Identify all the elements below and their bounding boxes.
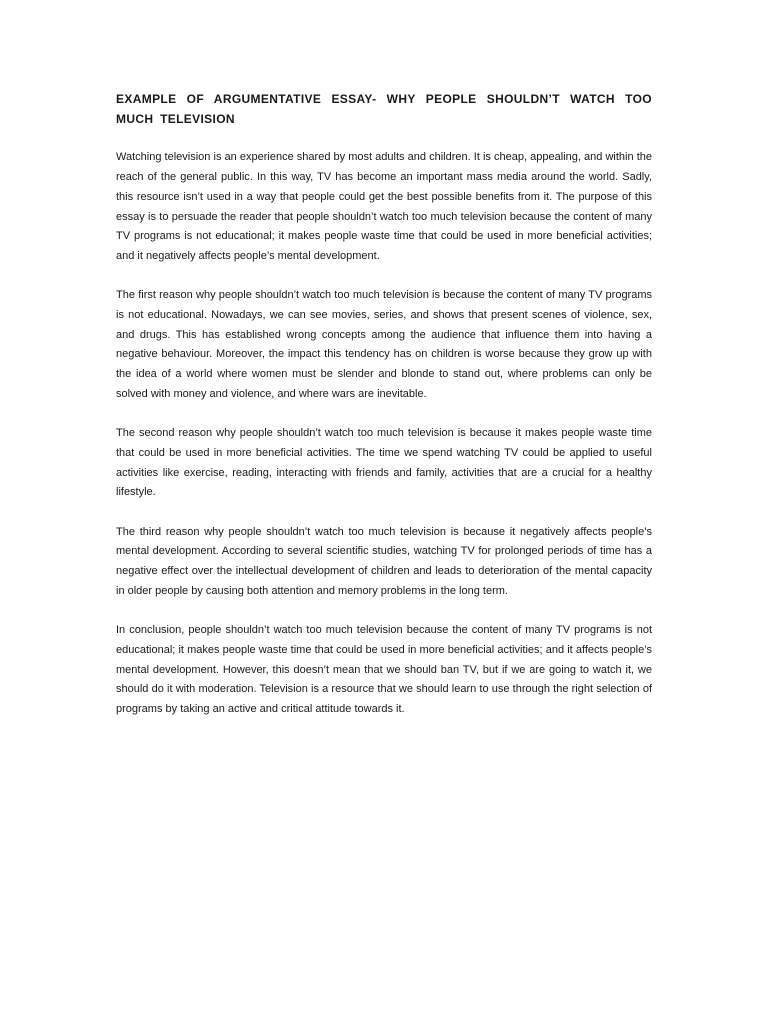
- paragraph-second-reason: The second reason why people shouldn’t watch too much television is because it makes people waste time that could be used in more beneficial activities. The time we spend watching TV could be applied to useful activities like exercise, reading, interacting with friends and family, activities that are a crucial for a healthy lifestyle.: [116, 427, 652, 499]
- document-body: [116, 90, 652, 739]
- paragraph-first-reason: The first reason why people shouldn’t watch too much television is because the content of many TV programs is not educational. Nowadays, we can see movies, series, and shows that present scenes of violence, sex, and drugs. This has established wrong concepts among the audience that influence them into having a negative behaviour. Moreover, the impact this tendency has on children is worse because they grow up with the idea of a world where women must be slender and blonde to stand out, where problems can only be solved with money and violence, and where wars are inevitable.: [116, 289, 652, 400]
- essay-title: EXAMPLE OF ARGUMENTATIVE ESSAY- WHY PEOPLE SHOULDN’T WATCH TOO MUCH TELEVISION: [116, 92, 652, 126]
- paragraph-third-reason: The third reason why people shouldn’t watch too much television is because it negatively affects people’s mental development. According to several scientific studies, watching TV for prolonged periods of time has a negative effect over the intellectual development of children and leads to deterioration of the mental capacity in older people by causing both attention and memory problems in the long term.: [116, 525, 652, 597]
- paragraph-conclusion: In conclusion, people shouldn’t watch too much television because the content of many TV programs is not educational; it makes people waste time that could be used in more beneficial activities; and it affects people’s mental development. However, this doesn’t mean that we should ban TV, but if we are going to watch it, we should do it with moderation. Television is a resource that we should learn to use through the right selection of programs by taking an active and critical attitude towards it.: [116, 624, 652, 716]
- paragraph-introduction: Watching television is an experience shared by most adults and children. It is cheap, appealing, and within the reach of the general public. In this way, TV has become an important mass media around the world. Sadly, this resource isn’t used in a way that people could get the best possible benefits from it. The purpose of this essay is to persuade the reader that people shouldn’t watch too much television because the content of many TV programs is not educational; it makes people waste time that could be used in more beneficial activities; and it negatively affects people’s mental development.: [116, 151, 652, 262]
